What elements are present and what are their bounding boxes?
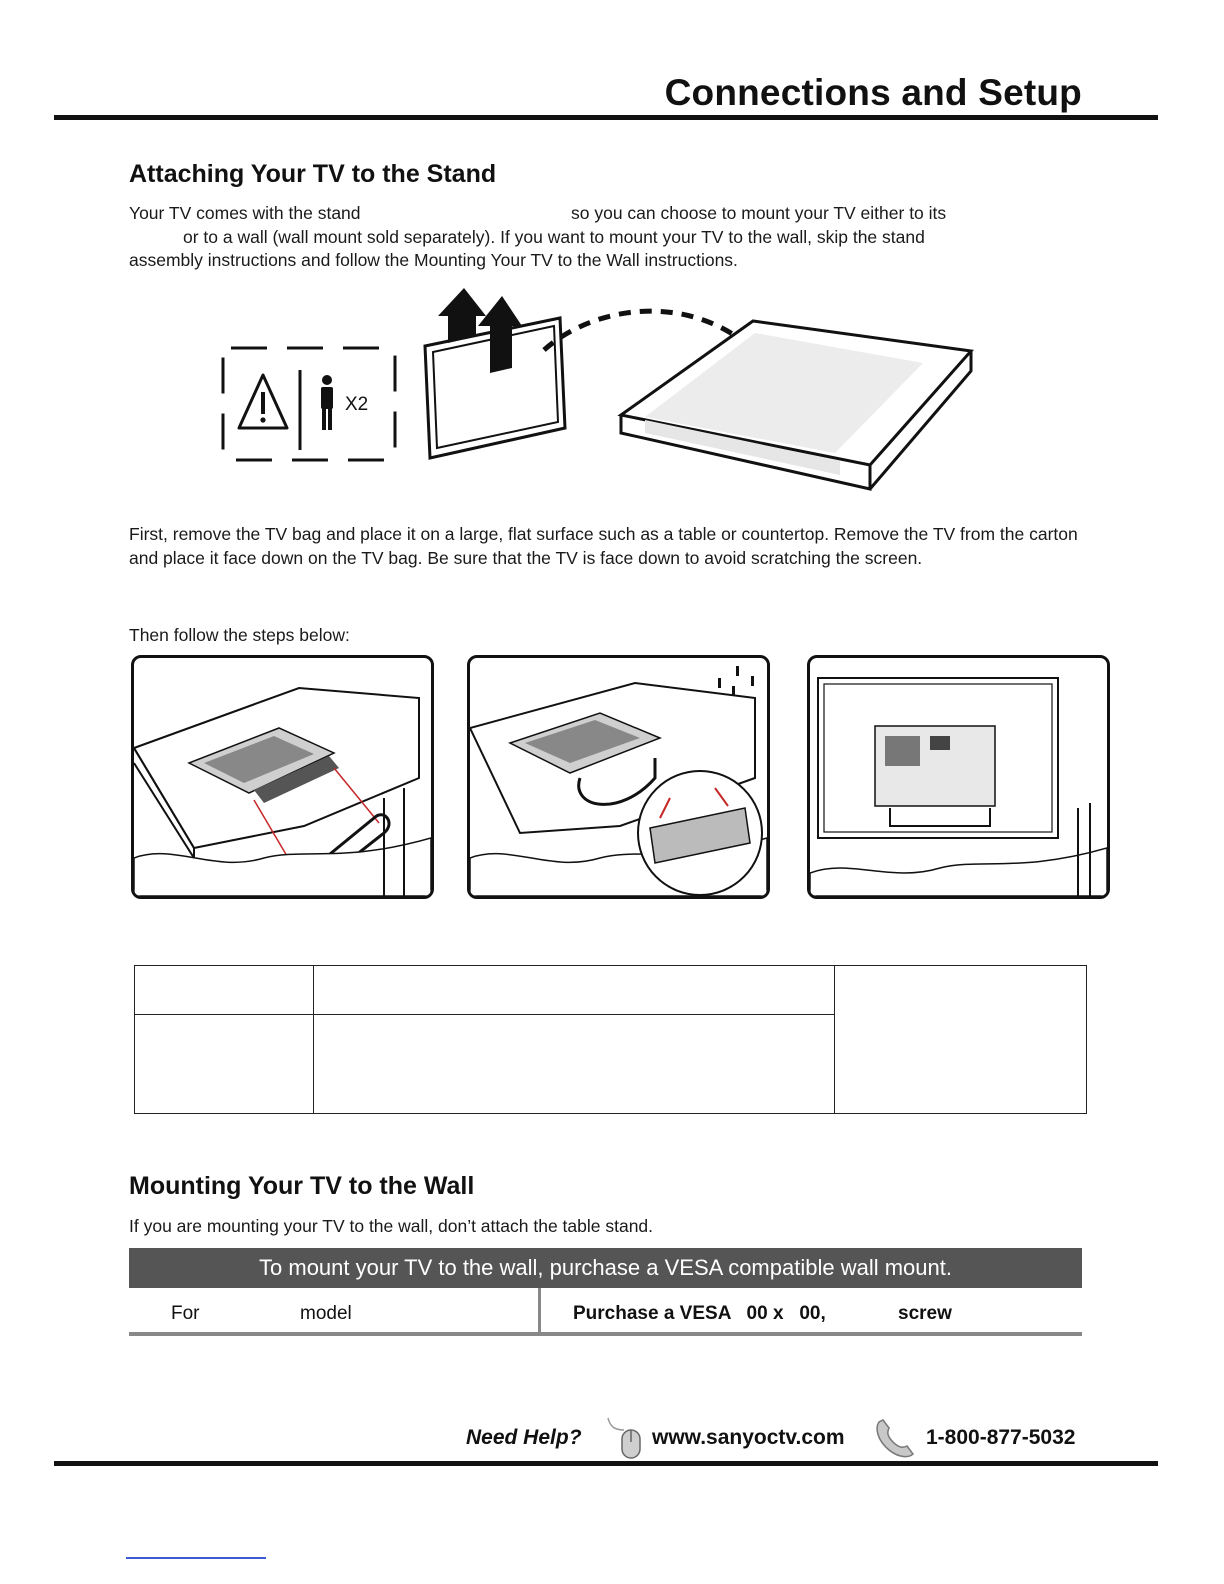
- website-link[interactable]: www.sanyoctv.com: [652, 1426, 845, 1449]
- stand-intro-line1a: Your TV comes with the stand: [129, 203, 361, 223]
- table-divider: [135, 1014, 834, 1015]
- footer-link-underline: [126, 1557, 266, 1559]
- support-phone[interactable]: 1-800-877-5032: [926, 1426, 1076, 1449]
- need-help-label: Need Help?: [466, 1426, 582, 1449]
- for-label: For: [171, 1303, 200, 1324]
- vesa-divider: [538, 1288, 541, 1336]
- table-divider: [313, 966, 314, 1113]
- spec-table: [134, 965, 1087, 1114]
- screws-icon: [718, 666, 754, 696]
- vesa-row: [129, 1288, 1082, 1336]
- prep-paragraph: First, remove the TV bag and place it on a large, flat surface such as a table or countertop. Remove the TV from the carton and place it face down on the TV bag. Be sure that the TV is face down to avoid scratching the screen.: [129, 524, 1078, 568]
- vesa-purchase-text: Purchase a VESA 00 x 00,: [573, 1303, 826, 1324]
- stand-intro-line1b: so you can choose to mount your TV either to its: [571, 203, 947, 223]
- page-title: Connections and Setup: [664, 72, 1082, 113]
- caution-illustration: [215, 340, 405, 470]
- wall-section-heading: Mounting Your TV to the Wall: [129, 1172, 475, 1200]
- step-2-image: [467, 655, 770, 899]
- warning-triangle-icon: [239, 375, 287, 428]
- stand-intro-line2: or to a wall (wall mount sold separately). If you want to mount your TV to the wall, skip the stand: [183, 227, 925, 247]
- mouse-icon: [604, 1416, 644, 1460]
- screw-label: screw: [898, 1303, 952, 1324]
- phone-icon: [873, 1418, 917, 1460]
- footer-rule: [54, 1461, 1158, 1466]
- table-divider: [834, 966, 835, 1113]
- step-3-image: [807, 655, 1110, 899]
- step-1-image: [131, 655, 434, 899]
- model-label: model: [300, 1303, 352, 1324]
- vesa-banner: To mount your TV to the wall, purchase a VESA compatible wall mount.: [129, 1248, 1082, 1288]
- wall-intro: If you are mounting your TV to the wall, don’t attach the table stand.: [129, 1216, 654, 1236]
- stand-intro-line3: assembly instructions and follow the Mounting Your TV to the Wall instructions.: [129, 250, 738, 270]
- up-arrow-icon: [438, 288, 522, 373]
- stand-section-heading: Attaching Your TV to the Stand: [129, 160, 497, 188]
- people-count-label: X2: [345, 394, 369, 415]
- person-icon: [321, 375, 333, 430]
- table-illustration: [615, 315, 980, 495]
- steps-lead: Then follow the steps below:: [129, 625, 350, 645]
- header-rule: [54, 115, 1158, 120]
